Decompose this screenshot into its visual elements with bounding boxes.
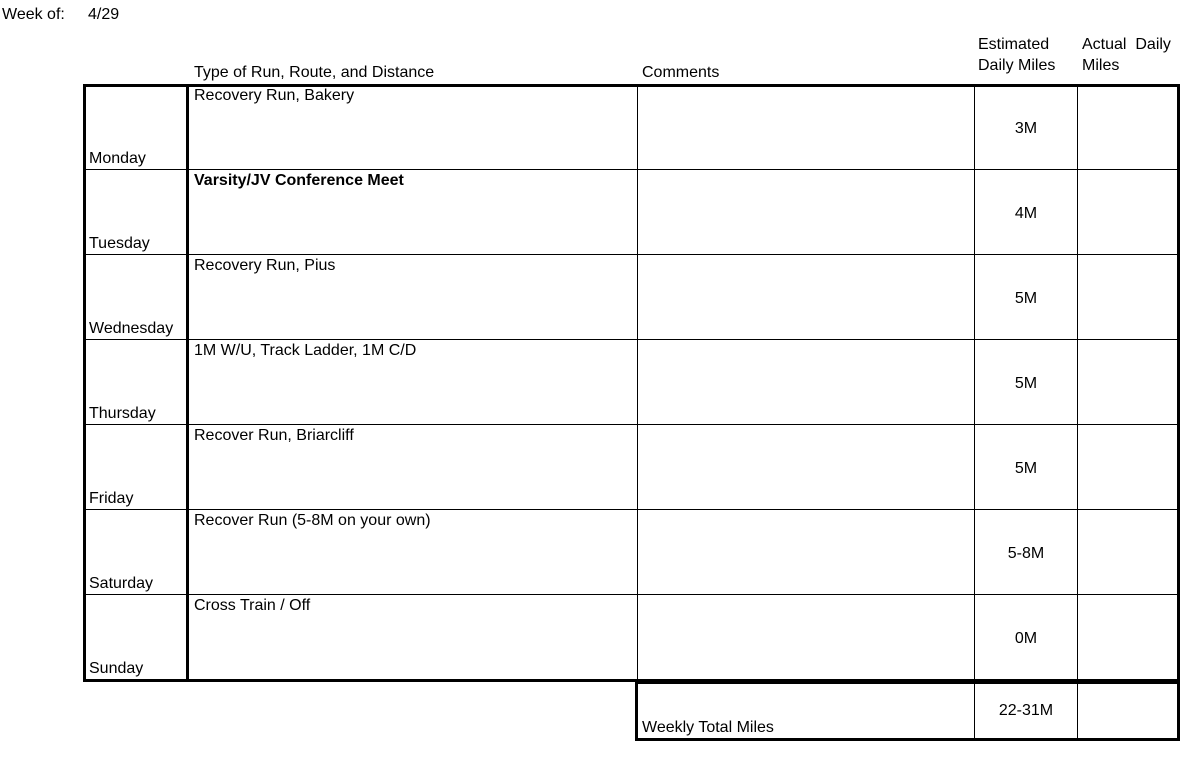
estimated-miles: 5M — [1014, 375, 1038, 392]
run-description: Recover Run, Briarcliff — [194, 427, 354, 444]
comments-cell[interactable] — [639, 426, 972, 507]
run-description: Recovery Run, Pius — [194, 257, 336, 274]
header-actual-line2: Miles — [1082, 56, 1120, 74]
day-label: Monday — [89, 150, 146, 167]
actual-miles-cell[interactable] — [1079, 341, 1176, 422]
row-divider — [83, 424, 1180, 425]
row-divider — [83, 169, 1180, 170]
run-description: 1M W/U, Track Ladder, 1M C/D — [194, 342, 417, 359]
comments-cell[interactable] — [639, 86, 972, 167]
header-actual-miles — [1082, 35, 1171, 77]
estimated-column-divider — [974, 84, 975, 679]
header-run-type: Type of Run, Route, and Distance — [194, 64, 435, 81]
total-divider-act — [1077, 681, 1078, 740]
total-border-bottom — [635, 738, 1180, 741]
header-actual-line1: Actual Daily — [1082, 36, 1171, 53]
day-label: Friday — [89, 490, 134, 507]
header-comments: Comments — [642, 64, 720, 81]
header-estimated-miles — [978, 35, 1055, 77]
run-description: Varsity/JV Conference Meet — [194, 172, 404, 189]
estimated-miles: 5M — [1014, 460, 1038, 477]
comments-cell[interactable] — [639, 341, 972, 422]
estimated-miles: 5M — [1014, 290, 1038, 307]
comments-cell[interactable] — [639, 596, 972, 677]
week-of-label: Week of: — [2, 6, 65, 23]
weekly-total-label: Weekly Total Miles — [642, 719, 774, 736]
estimated-miles: 5-8M — [1007, 545, 1045, 562]
comments-cell[interactable] — [639, 511, 972, 592]
comments-cell[interactable] — [639, 256, 972, 337]
comments-cell[interactable] — [639, 171, 972, 252]
week-of-value: 4/29 — [88, 6, 120, 23]
actual-miles-cell[interactable] — [1079, 256, 1176, 337]
estimated-miles: 0M — [1014, 630, 1038, 647]
day-label: Sunday — [89, 660, 144, 677]
day-label: Saturday — [89, 575, 154, 592]
estimated-miles: 4M — [1014, 205, 1038, 222]
total-border-right — [1177, 681, 1180, 741]
row-divider — [83, 594, 1180, 595]
day-label: Thursday — [89, 405, 156, 422]
actual-miles-cell[interactable] — [1079, 171, 1176, 252]
header-estimated-line1: Estimated — [978, 36, 1050, 53]
run-description: Recovery Run, Bakery — [194, 87, 355, 104]
day-label: Wednesday — [89, 320, 174, 337]
actual-miles-cell[interactable] — [1079, 426, 1176, 507]
row-divider — [83, 254, 1180, 255]
row-divider — [83, 339, 1180, 340]
weekly-total-actual-cell[interactable] — [1079, 684, 1176, 737]
estimated-miles: 3M — [1014, 120, 1038, 137]
actual-miles-cell[interactable] — [1079, 596, 1176, 677]
day-column-divider — [186, 84, 189, 682]
row-divider — [83, 509, 1180, 510]
actual-miles-cell[interactable] — [1079, 86, 1176, 167]
total-border-left — [635, 681, 638, 741]
run-description: Recover Run (5-8M on your own) — [194, 512, 431, 529]
header-estimated-line2: Daily Miles — [978, 56, 1056, 74]
comments-column-divider — [637, 84, 638, 679]
weekly-total-estimated: 22-31M — [998, 702, 1054, 719]
run-description: Cross Train / Off — [194, 597, 311, 614]
table-border-left — [83, 84, 86, 682]
day-label: Tuesday — [89, 235, 150, 252]
table-border-right — [1177, 84, 1180, 682]
total-divider-est — [974, 681, 975, 740]
actual-column-divider — [1077, 84, 1078, 679]
actual-miles-cell[interactable] — [1079, 511, 1176, 592]
